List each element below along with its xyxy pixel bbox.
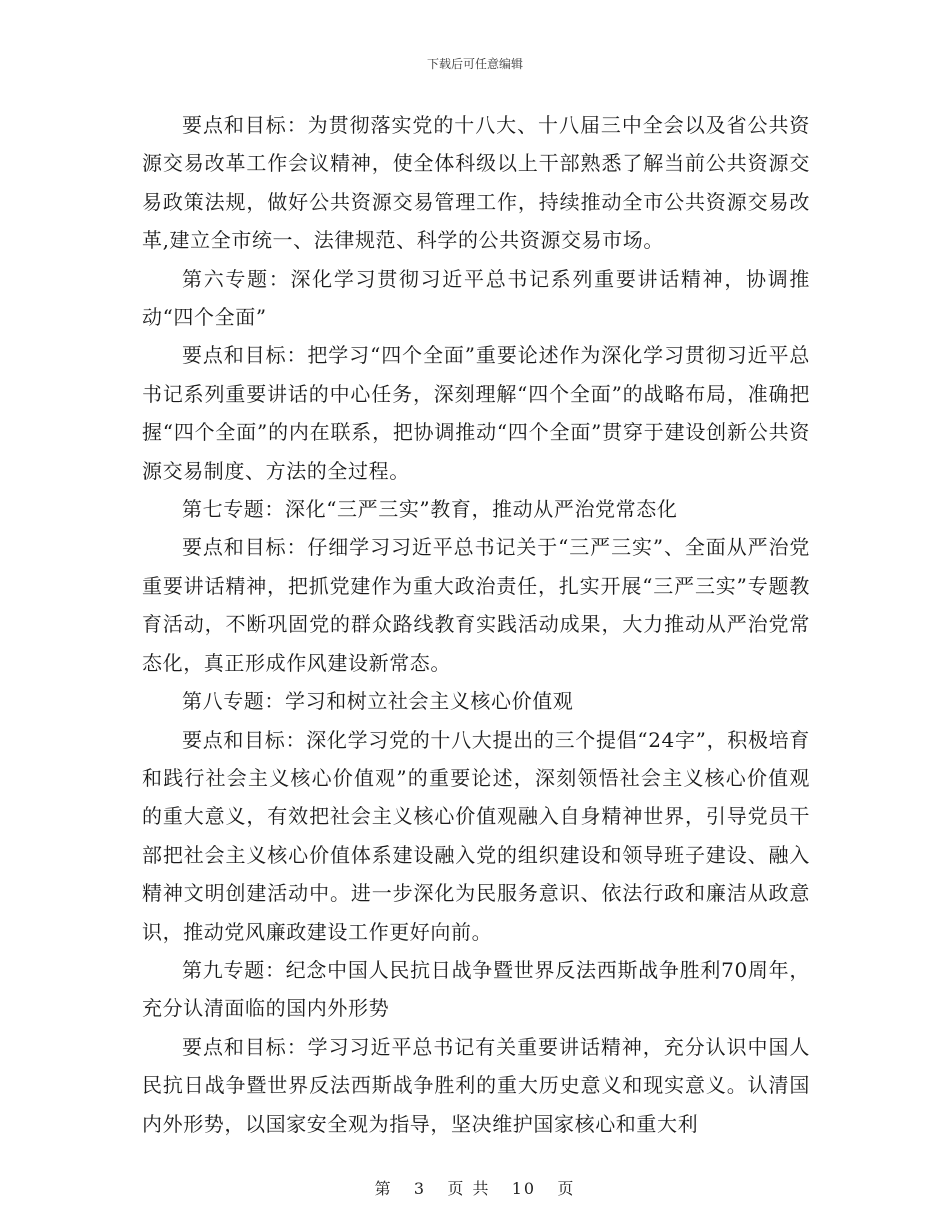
paragraph-goals-core-values: 要点和目标：深化学习党的十八大提出的三个提倡“24字”，积极培育和践行社会主义核心价值观”的重要论述，深刻领悟社会主义核心价值观的重大意义，有效把社会主义核心价值观融入自身精神世界，引导党员干部把社会主义核心价值体系建设融入党的组织建设和领导班子建设、融入精神文明创建活动中。进一步深化为民服务意识、依法行政和廉洁从政意识，推动党风廉政建设工作更好向前。 [142,727,810,944]
footer-suffix: 页 [557,1179,576,1198]
footer-total-pages: 10 [511,1179,537,1198]
paragraph-topic-7: 第七专题：深化“三严三实”教育，推动从严治党常态化 [182,497,678,522]
paragraph-goals-four-comprehensives: 要点和目标：把学习“四个全面”重要论述作为深化学习贯彻习近平总书记系列重要讲话的中心任务，深刻理解“四个全面”的战略布局，准确把握“四个全面”的内在联系，把协调推动“四个全面”贯穿于建设创新公共资源交易制度、方法的全过程。 [142,343,810,483]
footer-current-page: 3 [413,1179,427,1198]
document-body [142,106,810,1143]
page-header [0,55,950,72]
page-footer [0,1176,950,1199]
paragraph-goals-public-resource: 要点和目标：为贯彻落实党的十八大、十八届三中全会以及省公共资源交易改革工作会议精神，使全体科级以上干部熟悉了解当前公共资源交易政策法规，做好公共资源交易管理工作，持续推动全市公共资源交易改革,建立全市统一、法律规范、科学的公共资源交易市场。 [142,113,810,253]
paragraph-topic-9: 第九专题：纪念中国人民抗日战争暨世界反法西斯战争胜利70周年，充分认清面临的国内外形势 [142,957,810,1021]
footer-middle: 页 共 [447,1179,491,1198]
paragraph-goals-anniversary: 要点和目标：学习习近平总书记有关重要讲话精神，充分认识中国人民抗日战争暨世界反法西斯战争胜利的重大历史意义和现实意义。认清国内外形势，以国家安全观为指导，坚决维护国家核心和重大利 [142,1034,810,1136]
paragraph-topic-8: 第八专题：学习和树立社会主义核心价值观 [182,689,574,714]
header-note: 下载后可任意编辑 [426,57,523,71]
paragraph-goals-three-stricts: 要点和目标：仔细学习习近平总书记关于“三严三实”、全面从严治党重要讲话精神，把抓党建作为重大政治责任，扎实开展“三严三实”专题教育活动，不断巩固党的群众路线教育实践活动成果，大力推动从严治党常态化，真正形成作风建设新常态。 [142,535,810,675]
footer-prefix: 第 [374,1179,393,1198]
paragraph-topic-6: 第六专题：深化学习贯彻习近平总书记系列重要讲话精神，协调推动“四个全面” [142,266,810,330]
